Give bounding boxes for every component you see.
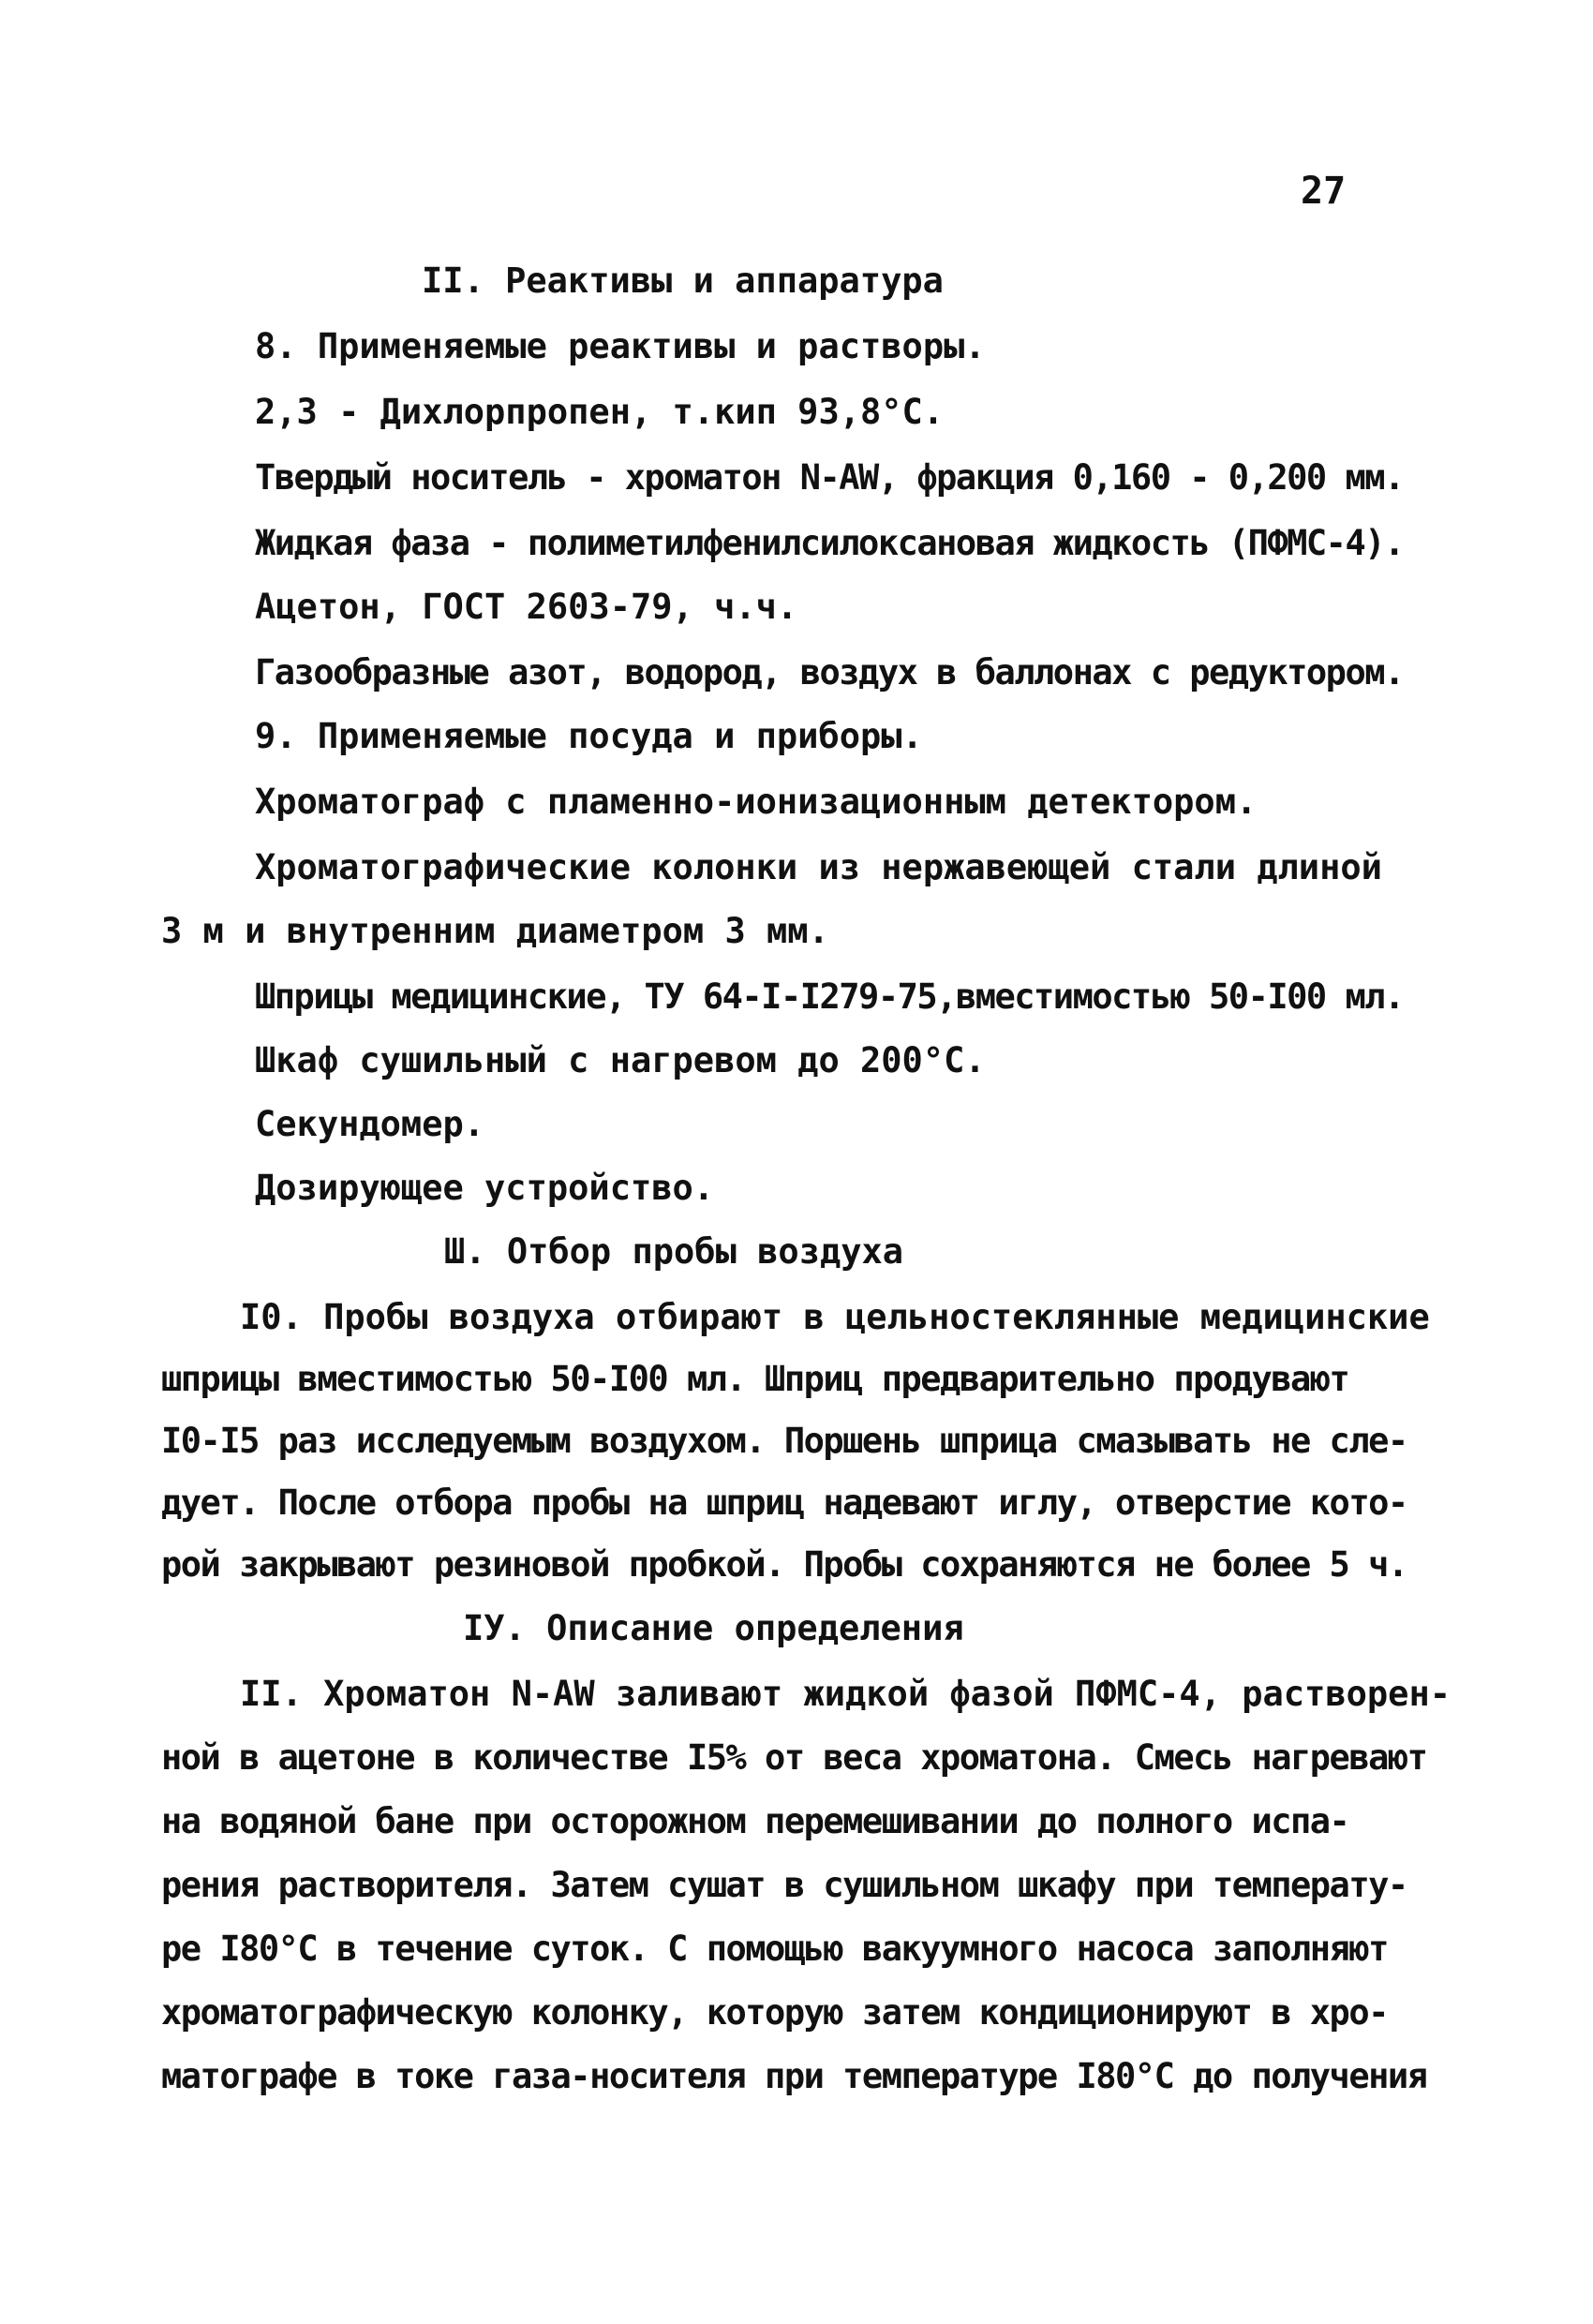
text-line: дует. После отбора пробы на шприц надевают иглу, отверстие кото-: [161, 1482, 1407, 1523]
text-line: матографе в токе газа-носителя при температуре I80°С до получения: [161, 2056, 1427, 2096]
text-line: Шкаф сушильный с нагревом до 200°С.: [255, 1040, 986, 1080]
text-line: 8. Применяемые реактивы и растворы.: [255, 326, 986, 366]
text-line: Дозирующее устройство.: [255, 1168, 715, 1208]
text-line: Шприцы медицинские, ТУ 64-I-I279-75,вместимостью 50-I00 мл.: [255, 976, 1404, 1017]
text-line: Хроматограф с пламенно-ионизационным детектором.: [255, 782, 1258, 822]
page-number: 27: [1301, 170, 1347, 213]
text-line: I0-I5 раз исследуемым воздухом. Поршень шприца смазывать не сле-: [161, 1421, 1407, 1461]
text-line: Ацетон, ГОСТ 2603-79, ч.ч.: [255, 587, 798, 627]
text-line: рой закрывают резиновой пробкой. Пробы сохраняются не более 5 ч.: [161, 1544, 1407, 1585]
text-line: Твердый носитель - хроматон N-AW, фракция 0,160 - 0,200 мм.: [255, 457, 1404, 498]
text-line: I0. Пробы воздуха отбирают в цельностеклянные медицинские: [240, 1297, 1430, 1337]
text-line: Хроматографические колонки из нержавеющей стали длиной: [255, 847, 1382, 887]
text-line: Газообразные азот, водород, воздух в баллонах с редуктором.: [255, 652, 1404, 693]
text-line: 3 м и внутренним диаметром 3 мм.: [161, 911, 829, 951]
text-line: шприцы вместимостью 50-I00 мл. Шприц предварительно продувают: [161, 1359, 1349, 1399]
text-line: ре I80°С в течение суток. С помощью вакуумного насоса заполняют: [161, 1929, 1388, 1969]
text-line: II. Хроматон N-AW заливают жидкой фазой ПФМС-4, растворен-: [240, 1674, 1452, 1714]
text-line: на водяной бане при осторожном перемешивании до полного испа-: [161, 1801, 1349, 1841]
text-line: рения растворителя. Затем сушат в сушильном шкафу при температу-: [161, 1865, 1407, 1905]
section-heading-air-sampling: Ш. Отбор пробы воздуха: [444, 1231, 904, 1272]
text-line: Секундомер.: [255, 1104, 485, 1144]
text-line: хроматографическую колонку, которую затем кондиционируют в хро-: [161, 1992, 1388, 2033]
text-line: Жидкая фаза - полиметилфенилсилоксановая жидкость (ПФМС-4).: [255, 523, 1404, 563]
section-heading-determination: IУ. Описание определения: [463, 1608, 964, 1648]
text-line: 9. Применяемые посуда и приборы.: [255, 716, 923, 756]
text-line: 2,3 - Дихлорпропен, т.кип 93,8°С.: [255, 392, 945, 432]
section-heading-reagents: II. Реактивы и аппаратура: [422, 261, 944, 301]
text-line: ной в ацетоне в количестве I5% от веса хроматона. Смесь нагревают: [161, 1737, 1427, 1778]
